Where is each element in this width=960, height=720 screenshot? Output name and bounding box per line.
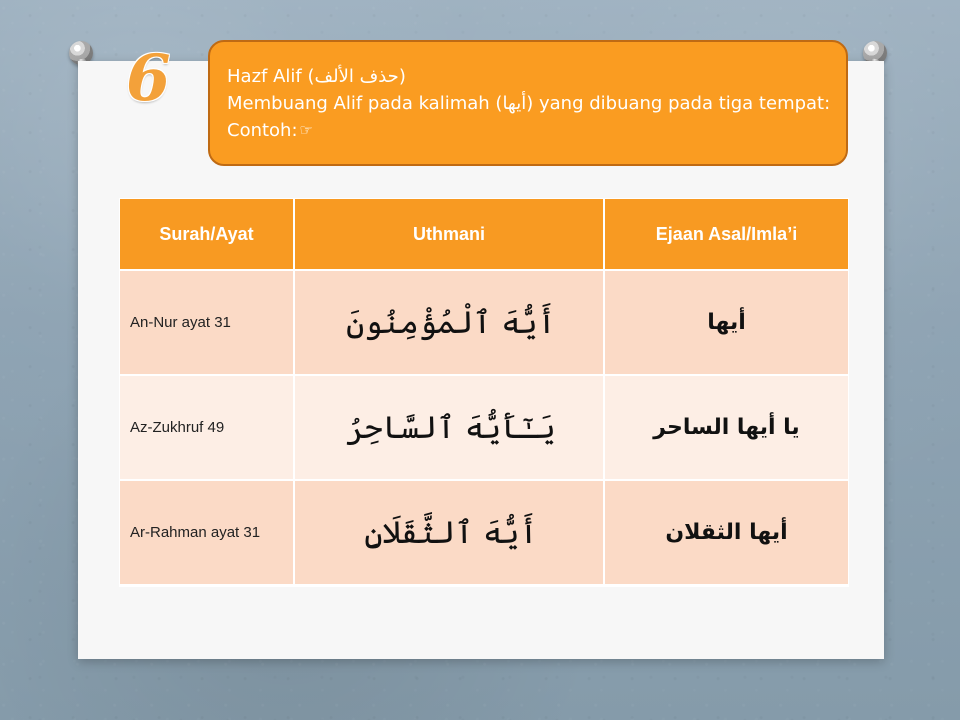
column-header-uthmani: Uthmani bbox=[295, 199, 605, 271]
imla-cell: يا أيها الساحر bbox=[605, 376, 848, 481]
callout-box bbox=[208, 40, 848, 166]
table-header-row bbox=[120, 199, 848, 271]
callout-title-arabic: حذف الألف bbox=[314, 66, 399, 87]
surah-ayat-cell: Ar-Rahman ayat 31 bbox=[120, 481, 295, 586]
pointing-hand-icon: ☞ bbox=[299, 121, 313, 139]
uthmani-cell: يَـٰٓأَيُّهَ ٱلسَّاحِرُ bbox=[295, 376, 605, 481]
callout-title bbox=[227, 63, 828, 90]
callout-description bbox=[227, 90, 831, 144]
examples-table bbox=[120, 199, 848, 586]
column-header-ejaan-asal: Ejaan Asal/Imla’i bbox=[605, 199, 848, 271]
uthmani-cell: أَيُّهَ ٱلثَّقَلَانِ bbox=[295, 481, 605, 586]
table-row bbox=[120, 481, 848, 586]
table-row bbox=[120, 271, 848, 376]
callout-title-prefix: Hazf Alif ( bbox=[227, 66, 315, 87]
callout-description-suffix: ) yang dibuang pada tiga tempat: Contoh: bbox=[227, 93, 831, 141]
imla-cell: أيها bbox=[605, 271, 848, 376]
callout-description-prefix: Membuang Alif pada kalimah ( bbox=[227, 93, 503, 114]
surah-ayat-cell: An-Nur ayat 31 bbox=[120, 271, 295, 376]
callout-description-arabic: أيها bbox=[502, 93, 527, 114]
surah-ayat-cell: Az-Zukhruf 49 bbox=[120, 376, 295, 481]
table-row bbox=[120, 376, 848, 481]
table-header bbox=[120, 199, 848, 271]
imla-cell: أيها الثقلان bbox=[605, 481, 848, 586]
slide-number: 6 bbox=[126, 41, 171, 116]
table-body bbox=[120, 271, 848, 586]
column-header-surah-ayat: Surah/Ayat bbox=[120, 199, 295, 271]
callout-title-suffix: ) bbox=[398, 66, 406, 87]
examples-table-container bbox=[120, 199, 848, 583]
uthmani-cell: أَيُّهَ ٱلْمُؤْمِنُونَ bbox=[295, 271, 605, 376]
